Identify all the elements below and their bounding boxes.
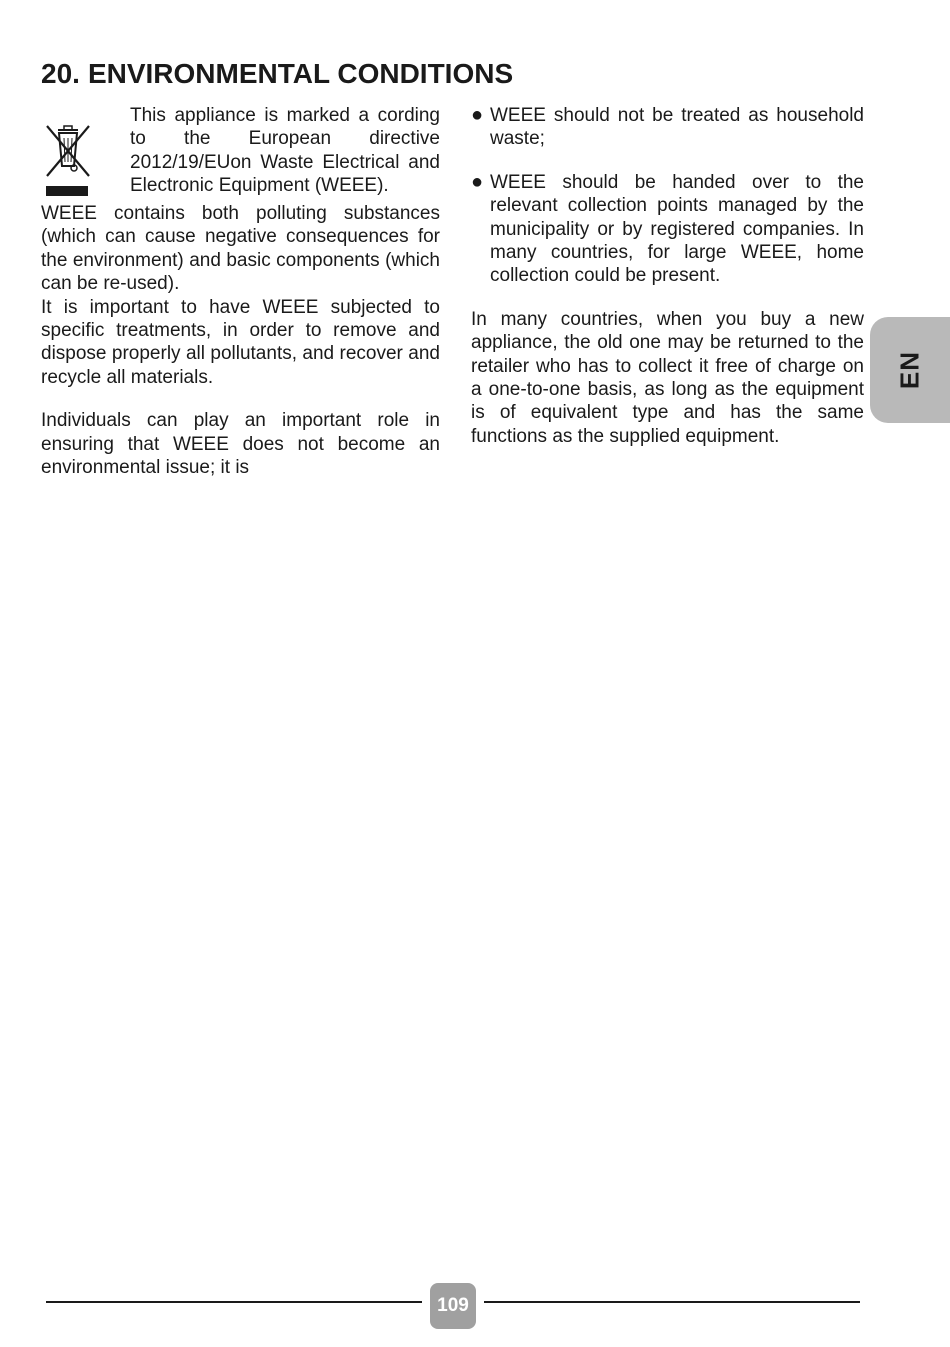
return-old-appliance-paragraph: In many countries, when you buy a new appliance, the old one may be returned to the retailer who has to collect it free of charge on a one-to-one basis, as long as the equipment is of equivalent type and has the same functions as the supplied equipment. [471,308,864,447]
weee-intro-text: This appliance is marked a cording to the European directive 2012/19/EUon Waste Electrical and Electronic Equipment (WEEE). [130,105,440,197]
individuals-role-paragraph: Individuals can play an important role in ensuring that WEEE does not become an environmental issue; it is [41,410,440,479]
section-title [41,56,513,92]
footer-divider-left [46,1301,422,1303]
weee-treatment-paragraph: It is important to have WEEE subjected to specific treatments, in order to remove and dispose properly all pollutants, and recover and recycle all materials. [41,296,440,388]
language-tab [870,317,950,423]
bullet-item [471,171,864,288]
bullet-text: WEEE should be handed over to the relevant collection points managed by the municipality or by registered companies. In many countries, for large WEEE, home collection could be present. [490,171,864,287]
right-column [471,104,864,448]
bullet-dot-icon: ● [471,104,484,126]
footer-divider-right [484,1301,860,1303]
weee-bin-icon [41,104,130,202]
section-number: 20. [41,58,80,89]
language-label: EN [894,350,925,390]
bullet-text: WEEE should not be treated as household waste; [490,105,864,150]
weee-components-paragraph: WEEE contains both polluting substances (which can cause negative consequences for the environment) and basic components (which can be re-used). [41,203,440,295]
bullet-dot-icon: ● [471,170,484,193]
section-heading: ENVIRONMENTAL CONDITIONS [87,58,514,89]
weee-notice [41,104,440,202]
bullet-item [471,104,864,151]
left-column [41,104,440,479]
page-number: 109 [430,1283,476,1329]
